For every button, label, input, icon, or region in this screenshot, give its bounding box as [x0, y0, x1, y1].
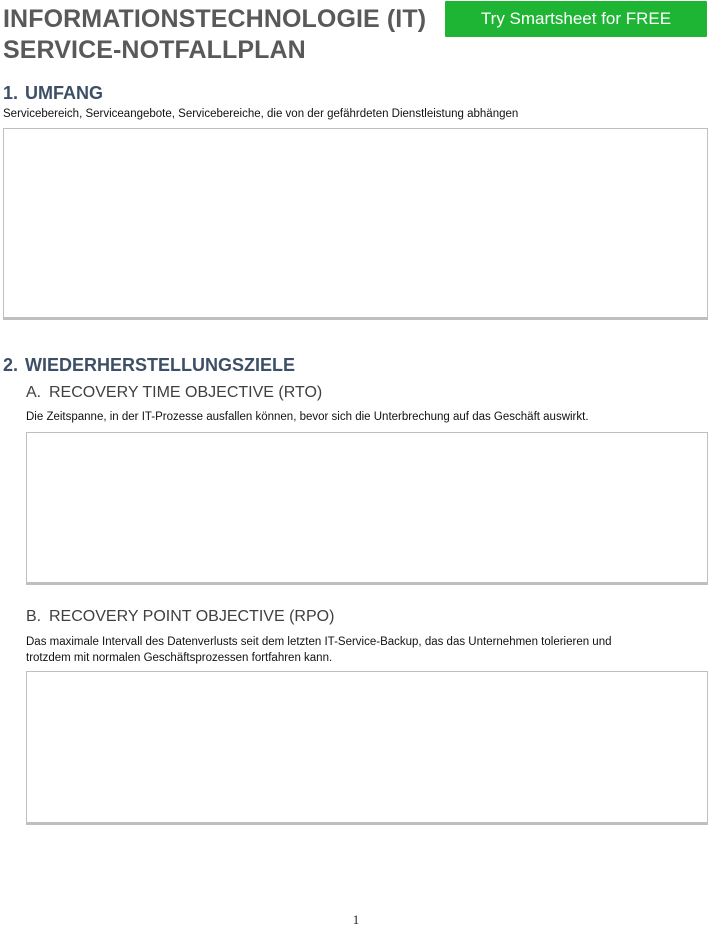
rpo-letter: B. — [26, 608, 42, 625]
section-scope-title: UMFANG — [25, 83, 103, 103]
rto-input-box[interactable] — [26, 432, 708, 585]
section-recovery-title: WIEDERHERSTELLUNGSZIELE — [25, 355, 296, 375]
section-scope-heading — [3, 82, 103, 104]
page-number: 1 — [352, 912, 360, 927]
section-recovery-heading — [3, 354, 295, 376]
rpo-description-line-1: Das maximale Intervall des Datenverlusts seit dem letzten IT-Service-Backup, das das Unternehmen tolerieren und — [26, 636, 612, 648]
rto-letter: A. — [26, 384, 42, 401]
scope-input-box[interactable] — [3, 128, 708, 320]
rto-heading — [26, 383, 322, 403]
title-line-1: INFORMATIONSTECHNOLOGIE (IT) — [3, 5, 427, 33]
rto-title: RECOVERY TIME OBJECTIVE (RTO) — [49, 384, 323, 401]
rpo-input-box[interactable] — [26, 671, 708, 825]
rpo-title: RECOVERY POINT OBJECTIVE (RPO) — [49, 608, 335, 625]
section-recovery-number: 2. — [3, 355, 19, 375]
section-scope-description: Servicebereich, Serviceangebote, Servicebereiche, die von der gefährdeten Dienstleistung abhängen — [3, 108, 519, 120]
rpo-description-line-2: trotzdem mit normalen Geschäftsprozessen fortfahren kann. — [26, 652, 333, 664]
title-line-2: SERVICE-NOTFALLPLAN — [3, 36, 306, 64]
try-smartsheet-button[interactable]: Try Smartsheet for FREE — [445, 1, 707, 37]
rpo-description — [26, 634, 612, 666]
document-title — [3, 4, 443, 66]
section-scope-number: 1. — [3, 83, 19, 103]
rpo-heading — [26, 607, 334, 627]
rto-description: Die Zeitspanne, in der IT-Prozesse ausfallen können, bevor sich die Unterbrechung auf das Geschäft auswirkt. — [26, 411, 589, 423]
